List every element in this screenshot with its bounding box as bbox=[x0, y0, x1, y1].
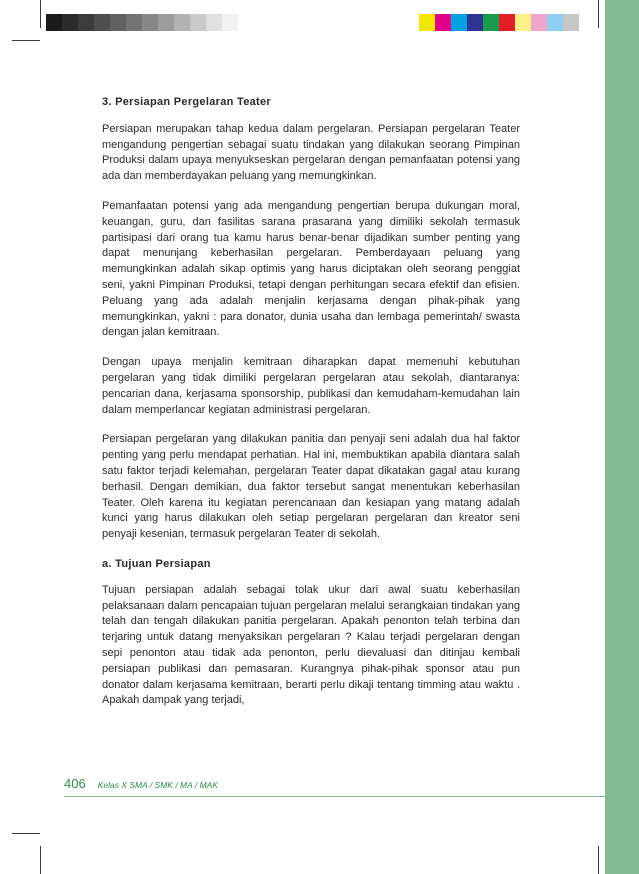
subsection-heading: a. Tujuan Persiapan bbox=[102, 557, 211, 570]
crop-mark bbox=[598, 0, 599, 28]
color-swatch bbox=[467, 14, 483, 31]
crop-mark bbox=[12, 40, 40, 41]
paragraph: Persiapan pergelaran yang dilakukan panitia dan penyaji seni adalah dua hal faktor penting yang perlu mendapat perhatian. Hal ini, membuktikan apabila diantara salah satu faktor terjadi kelemahan, pergelaran Teater dapat dikatakan gagal atau kurang berhasil. Dengan demikian, dua faktor tersebut sangat menentukan keberhasilan Teater. Oleh karena itu kegiatan perencanaan dan kesiapan yang matang adalah kunci yang harus dilakukan oleh setiap pergelaran pergelaran dan kreator seni penyaji kesenian, termasuk pergelaran Teater di sekolah. bbox=[102, 433, 520, 541]
grayscale-calibration-bar bbox=[46, 14, 238, 31]
section-heading: 3. Persiapan Pergelaran Teater bbox=[102, 96, 271, 108]
book-title: Kelas X SMA / SMK / MA / MAK bbox=[97, 780, 218, 790]
color-swatch bbox=[483, 14, 499, 31]
paragraph: Pemanfaatan potensi yang ada mengandung pengertian berupa dukungan moral, keuangan, guru, dan fasilitas sarana prasarana yang dimiliki sekolah termasuk partisipasi dari orang tua kamu harus benar-benar dijadikan sumber penting yang dapat menunjang keberhasilan pergelaran. Pemberdayaan peluang yang memungkinkan adalah sikap optimis yang harus diciptakan oleh seorang penggiat seni, yakni Pimpinan Produksi, tetapi dengan perhitungan secara efektif dan efisien. Peluang yang ada adalah menjalin kerjasama dengan pihak-pihak yang memungkinkan, yakni : para donator, dunia usaha dan lembaga pemerintah/ swasta dengan jalan kemitraan. bbox=[102, 199, 520, 339]
page-content bbox=[88, 95, 520, 723]
crop-mark bbox=[40, 0, 41, 28]
crop-mark bbox=[12, 833, 40, 834]
paragraph: Persiapan merupakan tahap kedua dalam pergelaran. Persiapan pergelaran Teater mengandung pengertian sebagai suatu tindakan yang dilakukan seorang Pimpinan Produksi dalam upaya menyukseskan pergelaran dengan pemanfaatan potensi yang ada dan memberdayakan peluang yang memungkinkan. bbox=[102, 122, 520, 183]
page-footer bbox=[64, 776, 218, 791]
paragraph: Dengan upaya menjalin kemitraan diharapkan dapat memenuhi kebutuhan pergelaran yang tidak dimiliki pergelaran pergelaran atau sekolah, diantaranya: pencarian dana, kerjasama sponsorship, publikasi dan kemudaham-kemudahan lain dalam memperlancar kegiatan administrasi pergelaran. bbox=[102, 356, 520, 416]
side-color-strip bbox=[605, 0, 639, 874]
color-swatch bbox=[419, 14, 435, 31]
color-swatch bbox=[222, 14, 238, 31]
color-swatch bbox=[499, 14, 515, 31]
color-swatch bbox=[142, 14, 158, 31]
color-swatch bbox=[547, 14, 563, 31]
color-swatch bbox=[435, 14, 451, 31]
color-swatch bbox=[158, 14, 174, 31]
crop-mark bbox=[40, 846, 41, 874]
color-swatch bbox=[531, 14, 547, 31]
color-swatch bbox=[190, 14, 206, 31]
color-swatch bbox=[46, 14, 62, 31]
color-calibration-bar bbox=[419, 14, 579, 31]
paragraph: Tujuan persiapan adalah sebagai tolak ukur dari awal suatu keberhasilan pelaksanaan dalam pencapaian tujuan pergelaran melalui serangkaian tindakan yang telah dan tengah dilakukan panitia pergelaran. Apakah penonton telah terbina dan terjaring untuk datang menyaksikan pergelaran ? Kalau terjadi pergelaran dengan sepi penonton atau tidak ada penonton, perlu dievaluasi dan ditinjau kembali persiapan publikasi dan pemasaran. Kurangnya pihak-pihak sponsor atau pun donator dalam kerjasama kemitraan, berarti perlu dikaji tentang timming atau waktu . Apakah dampak yang terjadi, bbox=[102, 583, 520, 707]
color-swatch bbox=[94, 14, 110, 31]
color-swatch bbox=[174, 14, 190, 31]
footer-divider bbox=[64, 796, 605, 797]
color-swatch bbox=[451, 14, 467, 31]
color-swatch bbox=[62, 14, 78, 31]
color-swatch bbox=[110, 14, 126, 31]
color-swatch bbox=[126, 14, 142, 31]
crop-mark bbox=[598, 846, 599, 874]
color-swatch bbox=[78, 14, 94, 31]
color-swatch bbox=[563, 14, 579, 31]
color-swatch bbox=[515, 14, 531, 31]
page-number: 406 bbox=[64, 776, 86, 791]
color-swatch bbox=[206, 14, 222, 31]
